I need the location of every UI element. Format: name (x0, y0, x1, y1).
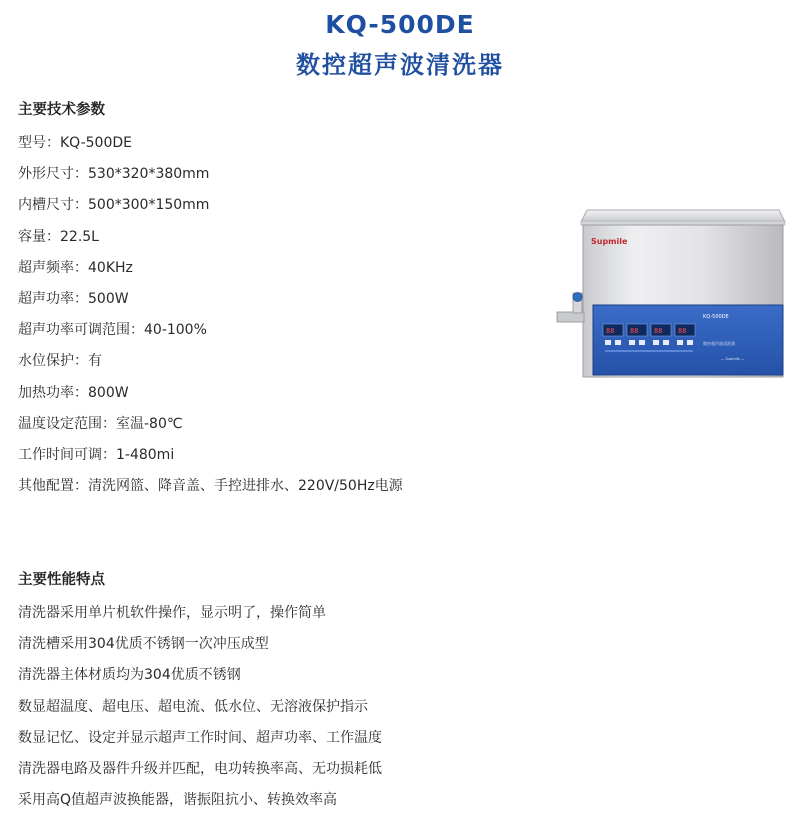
feature-item: 清洗槽采用304优质不锈钢一次冲压成型 (18, 636, 269, 653)
svg-text:88: 88 (654, 327, 663, 335)
feature-item: 清洗器电路及器件升级并匹配，电功转换率高、无功损耗低 (18, 761, 382, 778)
spec-item: 加热功率：800W (18, 384, 129, 401)
feature-item: 清洗器主体材质均为304优质不锈钢 (18, 667, 241, 684)
spec-item: 型号：KQ-500DE (18, 135, 132, 151)
spec-item: 容量：22.5L (18, 228, 99, 245)
spec-item: 其他配置：清洗网篮、降音盖、手控进排水、220V/50Hz电源 (18, 478, 403, 495)
feature-item: 数显超温度、超电压、超电流、低水位、无溶液保护指示 (18, 698, 368, 715)
spec-item: 超声功率可调范围：40-100% (18, 322, 207, 339)
title-block (0, 10, 800, 80)
spec-item: 工作时间可调：1-480mi (18, 447, 175, 464)
brand-logo: Supmile (591, 237, 628, 246)
panel-model-label: KQ-500DE (703, 314, 729, 320)
feature-item: 数显记忆、设定并显示超声工作时间、超声功率、工作温度 (18, 729, 382, 746)
panel-maker-label: — Supmile — (721, 357, 745, 361)
product-image (553, 200, 798, 385)
spec-heading: 主要技术参数 (18, 102, 105, 118)
svg-text:88: 88 (606, 327, 615, 335)
feature-item: 清洗器采用单片机软件操作，显示明了，操作简单 (18, 605, 326, 621)
feature-list (18, 598, 382, 816)
feature-section (18, 570, 382, 816)
svg-text:88: 88 (678, 327, 687, 335)
spec-item: 水位保护：有 (18, 353, 102, 370)
spec-item: 温度设定范围：室温-80℃ (18, 415, 183, 432)
product-name-title: 数控超声波清洗器 (296, 51, 504, 79)
spec-list (18, 128, 403, 502)
spec-section (18, 100, 403, 502)
valve-knob-icon (573, 293, 582, 302)
model-title: KQ-500DE (325, 10, 475, 39)
spec-item: 外形尺寸：530*320*380mm (18, 166, 210, 183)
feature-heading: 主要性能特点 (18, 572, 105, 588)
spec-item: 内槽尺寸：500*300*150mm (18, 197, 210, 214)
ultrasonic-cleaner-illustration (553, 200, 798, 385)
panel-product-label: 数控超声波清洗器 (703, 341, 735, 346)
svg-text:88: 88 (630, 327, 639, 335)
feature-item: 采用高Q值超声波换能器，谐振阻抗小、转换效率高 (18, 792, 338, 809)
spec-item: 超声功率：500W (18, 291, 129, 308)
spec-item: 超声频率：40KHz (18, 259, 133, 276)
